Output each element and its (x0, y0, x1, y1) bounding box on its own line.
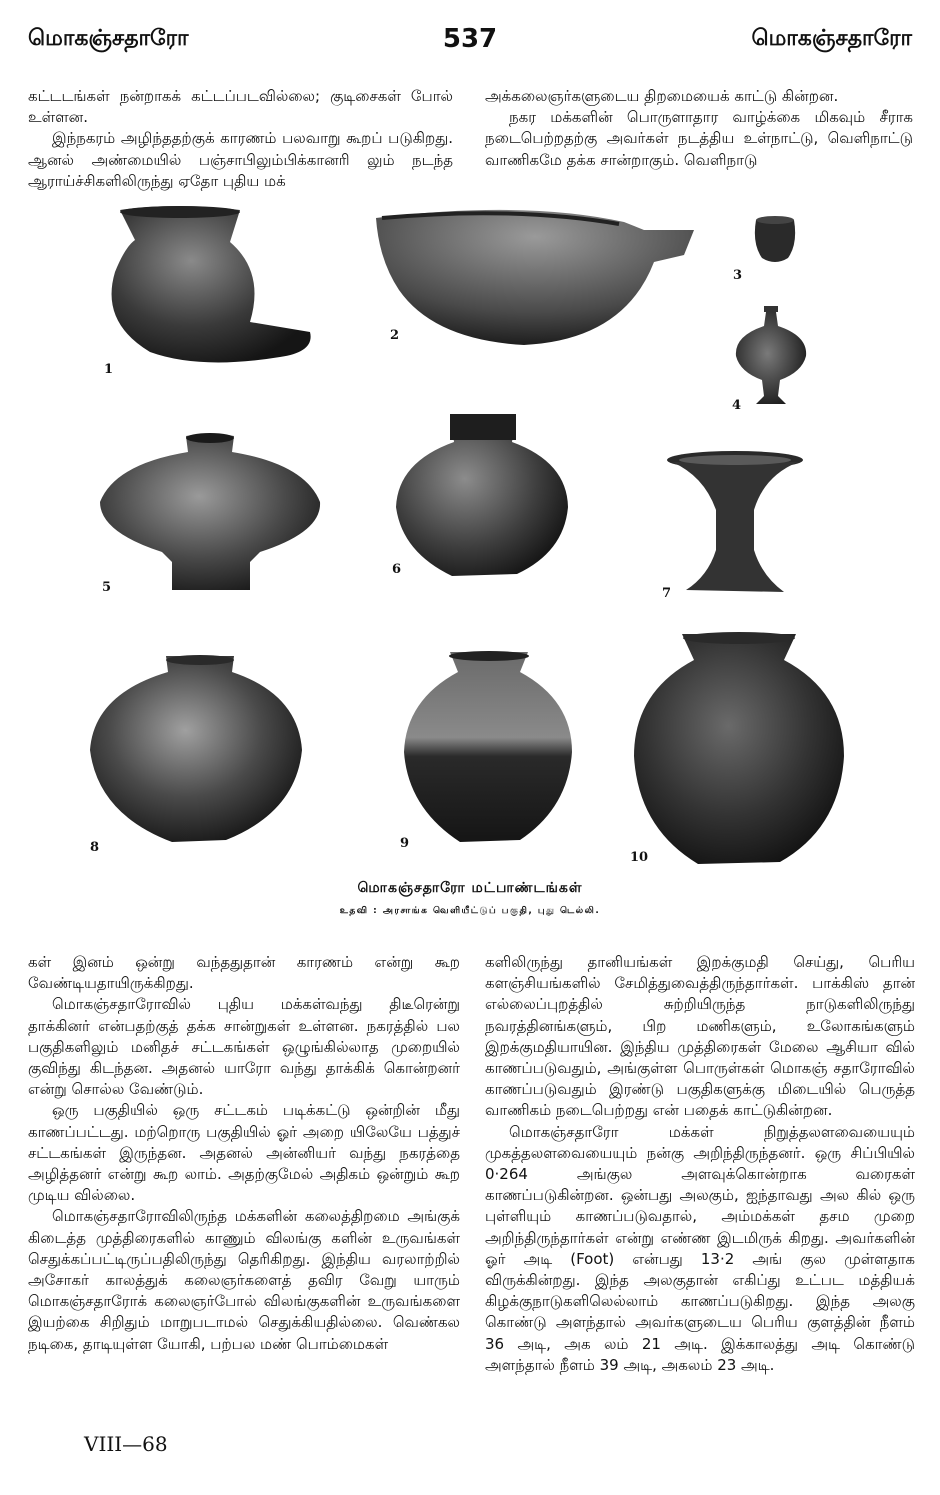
pot-image-9 (400, 650, 576, 846)
pot-image-1 (80, 202, 330, 372)
figure-caption: மொகஞ்சதாரோ மட்பாண்டங்கள் (357, 880, 583, 896)
figure-number-4: 4 (732, 398, 742, 413)
paragraph: களிலிருந்து தானியங்கள் இறக்குமதி செய்து, பெரிய களஞ்சியங்களில் சேமித்துவைத்திருந்தார்கள். பாக்கிஸ் தான் எல்லைப்புறத்தில் சுற்றியிருந்த நாடுகளிலிருந்து நவரத்தினங்களும், பிற மணிகளும், உலோகங்களும் இறக்குமதியாயின. இந்திய முத்திரைகள் மேலை ஆசியா வில் காணப்படுவதும், அங்குள்ள பொருள்கள் மொகஞ் சதாரோவில் காணப்படுவதும் இரண்டு பகுதிகளுக்கு மிடையில் பெருத்த வாணிகம் நடைபெற்றது என் பதைக் காட்டுகின்றன. (485, 953, 915, 1120)
paragraph: மொகஞ்சதாரோ மக்கள் நிறுத்தலளவையையும் முகத்தலளவையையும் நன்கு அறிந்திருந்தனர். ஒரு சிப்பியில் 0·264 அங்குல அளவுக்கொன்றாக வரைகள் காணப்படுகின்றன. ஒன்பது அலகும், ஐந்தாவது அல கில் ஒரு புள்ளியும் காணப்படுவதால், அம்மக்கள் தசம முறை அறிந்திருந்தார்கள் என்று எண்ண இடமிருக் கிறது. அவர்களின் ஓர் அடி (Foot) என்பது 13·2 அங் குல முள்ளதாக விருக்கின்றது. இந்த அலகுதான் எகிப்து உட்பட மத்தியக் கிழக்குநாடுகளிலெல்லாம் காணப்படுகிறது. இந்த அலகு கொண்டு அளந்தால் அவர்களுடைய பெரிய குளத்தின் நீளம் 36 அடி, அக லம் 21 அடி. இக்காலத்து அடி கொண்டு அளந்தால் நீளம் 39 அடி, அகலம் 23 அடி. (485, 1122, 915, 1374)
page-number: 537 (442, 24, 498, 54)
figure-number-6: 6 (392, 562, 402, 577)
paragraph: மொகஞ்சதாரோவிலிருந்த மக்களின் கலைத்திறமை அங்குக் கிடைத்த முத்திரைகளில் காணும் விலங்கு களின் உருவங்கள் செதுக்கப்பட்டிருப்பதிலிருந்து தெரிகிறது. இந்திய வரலாற்றில் அசோகர் காலத்துக் கலைஞர்களைத் தவிர வேறு யாரும் மொகஞ்சதாரோக் கலைஞர்போல் விலங்குகளின் உருவங்களை இயற்கை சிறிதும் மாறுபடாமல் செதுக்கியதில்லை. வெண்கல நடிகை, தாடியுள்ள யோகி, பற்பல மண் பொம்மைகள் (28, 1207, 460, 1353)
figure-number-3: 3 (733, 268, 743, 283)
pot-image-8 (86, 654, 306, 846)
volume-folio: VIII—68 (84, 1432, 168, 1456)
text-column-top-right (485, 86, 913, 171)
figure-number-10: 10 (630, 850, 649, 865)
pottery-plate (60, 196, 900, 876)
figure-number-9: 9 (400, 836, 410, 851)
text-column-bottom-left (28, 952, 460, 1355)
figure-number-8: 8 (90, 840, 100, 855)
pot-image-7 (664, 450, 806, 598)
paragraph: நகர மக்களின் பொருளாதார வாழ்க்கை மிகவும் சீராக நடைபெற்றதற்கு அவர்கள் நடத்திய உள்நாட்டு, வெளிநாட்டு வாணிகமே தக்க சான்றாகும். வெளிநாடு (485, 108, 913, 169)
paragraph: அக்கலைஞர்களுடைய திறமையைக் காட்டு கின்றன. (485, 87, 839, 105)
figure-number-1: 1 (104, 362, 114, 377)
pot-image-3 (750, 214, 800, 266)
text-column-top-left (28, 86, 453, 192)
paragraph: இந்நகரம் அழிந்ததற்குக் காரணம் பலவாறு கூறப் படுகிறது. ஆனல் அண்மையில் பஞ்சாபிலும்பிக்கானரி லும் நடந்த ஆராய்ச்சிகளிலிருந்து ஏதோ புதிய மக் (28, 129, 453, 190)
paragraph: கட்டடங்கள் நன்றாகக் கட்டப்படவில்லை; குடிசைகள் போல் உள்ளன. (28, 87, 453, 127)
figure-number-5: 5 (102, 580, 112, 595)
paragraph: ஒரு பகுதியில் ஒரு சட்டகம் படிக்கட்டு ஒன்றின் மீது காணப்பட்டது. மற்றொரு பகுதியில் ஓர் அறை யிலேயே பத்துச் சட்டகங்கள் இருந்தன. அதனல் அன்னியர் வந்து நகரத்தை அழித்தனர் என்று கூற லாம். அதற்குமேல் அதிகம் ஒன்றும் கூற முடிய வில்லை. (28, 1101, 460, 1205)
pot-image-2 (374, 200, 704, 350)
text-column-bottom-right (485, 952, 915, 1376)
running-head-left: மொகஞ்சதாரோ (28, 26, 189, 51)
paragraph: மொகஞ்சதாரோவில் புதிய மக்கள்வந்து திடீரென்று தாக்கினர் என்பதற்குத் தக்க சான்றுகள் உள்ளன. நகரத்தில் பல பகுதிகளிலும் மனிதச் சட்டகங்கள் ஒழுங்கில்லாத முறையில் குவிந்து கிடந்தன. அதனல் யாரோ வந்து தாக்கிக் கொன்றனர் என்று சொல்ல வேண்டும். (28, 995, 460, 1099)
pot-image-4 (730, 304, 812, 410)
pot-image-5 (90, 432, 330, 594)
paragraph: கள் இனம் ஒன்று வந்ததுதான் காரணம் என்று கூற வேண்டியதாயிருக்கிறது. (28, 953, 460, 993)
pot-image-6 (392, 412, 572, 582)
running-head-right: மொகஞ்சதாரோ (751, 26, 912, 51)
figure-number-7: 7 (662, 586, 672, 601)
figure-number-2: 2 (390, 328, 400, 343)
pot-image-10 (630, 632, 848, 868)
figure-credit: உதவி : அரசாங்க வெளியீட்டுப் பகுதி, புது டெல்லி. (339, 906, 601, 916)
